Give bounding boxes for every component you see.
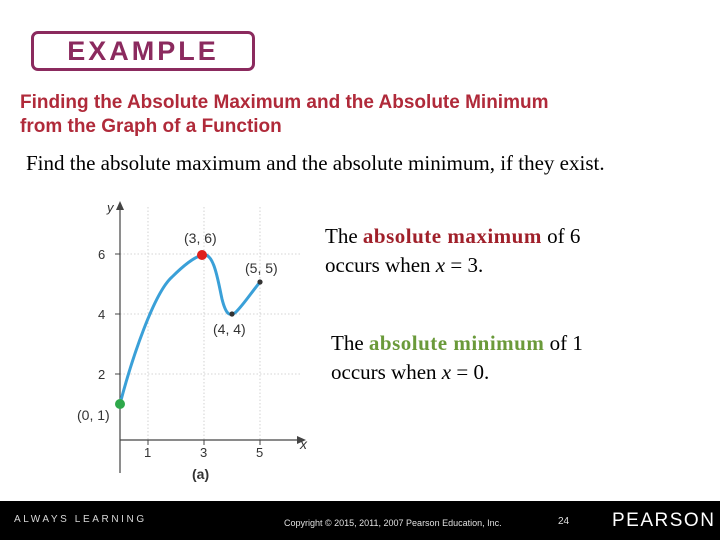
section-heading (20, 91, 710, 139)
example-badge (31, 31, 255, 71)
absolute-max-point (197, 250, 207, 260)
max-point-label: (3, 6) (184, 230, 217, 246)
absolute-min-point (115, 399, 125, 409)
absolute-max-note (325, 222, 580, 280)
y-tick-label: 2 (98, 367, 106, 382)
start-point-label: (0, 1) (77, 407, 110, 423)
y-axis-arrow (116, 201, 124, 210)
footer-bar (0, 501, 720, 540)
min-keyword: absolute minimum (368, 331, 545, 355)
footer-tagline: ALWAYS LEARNING (14, 514, 147, 525)
page-number: 24 (558, 516, 570, 527)
x-tick-label: 3 (200, 445, 208, 460)
heading-line-1: Finding the Absolute Maximum and the Absolute Minimum (20, 92, 549, 113)
example-badge-label: EXAMPLE (67, 35, 219, 66)
min-note-line-1: The absolute minimum of 1 (331, 331, 583, 355)
y-axis-label: y (107, 200, 114, 215)
absolute-min-note (331, 329, 583, 387)
max-keyword: absolute maximum (362, 224, 542, 248)
end-point-label: (5, 5) (245, 260, 278, 276)
graph-caption: (a) (192, 466, 210, 482)
local-min-label: (4, 4) (213, 321, 246, 337)
y-tick-label: 4 (98, 307, 106, 322)
local-min-point (229, 311, 234, 316)
max-note-line-1: The absolute maximum of 6 (325, 224, 581, 248)
max-note-line-2: occurs when x = 3. (325, 253, 484, 277)
y-tick-label: 6 (98, 247, 106, 262)
min-note-line-2: occurs when x = 0. (331, 360, 490, 384)
endpoint-point (257, 279, 262, 284)
pearson-logo: PEARSON (612, 510, 716, 531)
x-axis-label: x (300, 436, 307, 452)
footer-copyright: Copyright © 2015, 2011, 2007 Pearson Education, Inc. (284, 518, 502, 528)
x-tick-label: 1 (144, 445, 152, 460)
heading-line-2: from the Graph of a Function (20, 116, 282, 137)
function-graph (60, 193, 320, 493)
x-tick-label: 5 (256, 445, 264, 460)
problem-prompt: Find the absolute maximum and the absolute minimum, if they exist. (26, 151, 605, 175)
